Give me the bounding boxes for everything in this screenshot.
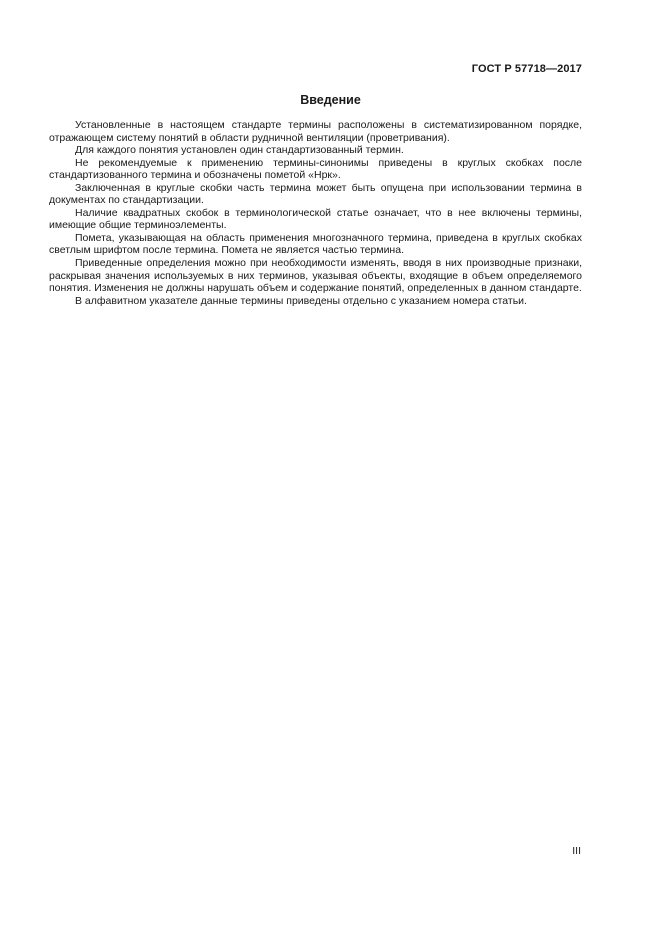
introduction-body — [49, 119, 582, 307]
page-number: III — [572, 845, 581, 857]
paragraph: Установленные в настоящем стандарте термины расположены в систематизированном порядке, отражающем систему понятий в области рудничной вентиляции (проветривания). — [49, 119, 582, 144]
section-title: Введение — [300, 93, 361, 107]
paragraph: В алфавитном указателе данные термины приведены отдельно с указанием номера статьи. — [75, 294, 527, 307]
document-code: ГОСТ Р 57718—2017 — [471, 63, 582, 75]
paragraph: Для каждого понятия установлен один стандартизованный термин. — [75, 144, 404, 157]
paragraph: Наличие квадратных скобок в терминологической статье означает, что в нее включены термины, имеющие общие терминоэлементы. — [49, 206, 582, 232]
paragraph: Приведенные определения можно при необходимости изменять, вводя в них производные признаки, раскрывая значения используемых в них терминов, указывая объекты, входящие в объем определяемого понятия. Изменения не должны нарушать объем и содержание понятий, определенных в данном стандарте. — [49, 257, 582, 295]
paragraph: Не рекомендуемые к применению термины-синонимы приведены в круглых скобках после стандартизованного термина и обозначены пометой «Нрк». — [49, 156, 582, 182]
paragraph: Помета, указывающая на область применения многозначного термина, приведена в круглых скобках светлым шрифтом после термина. Помета не является частью термина. — [49, 231, 582, 257]
paragraph: Заключенная в круглые скобки часть термина может быть опущена при использовании термина в документах по стандартизации. — [49, 181, 582, 207]
